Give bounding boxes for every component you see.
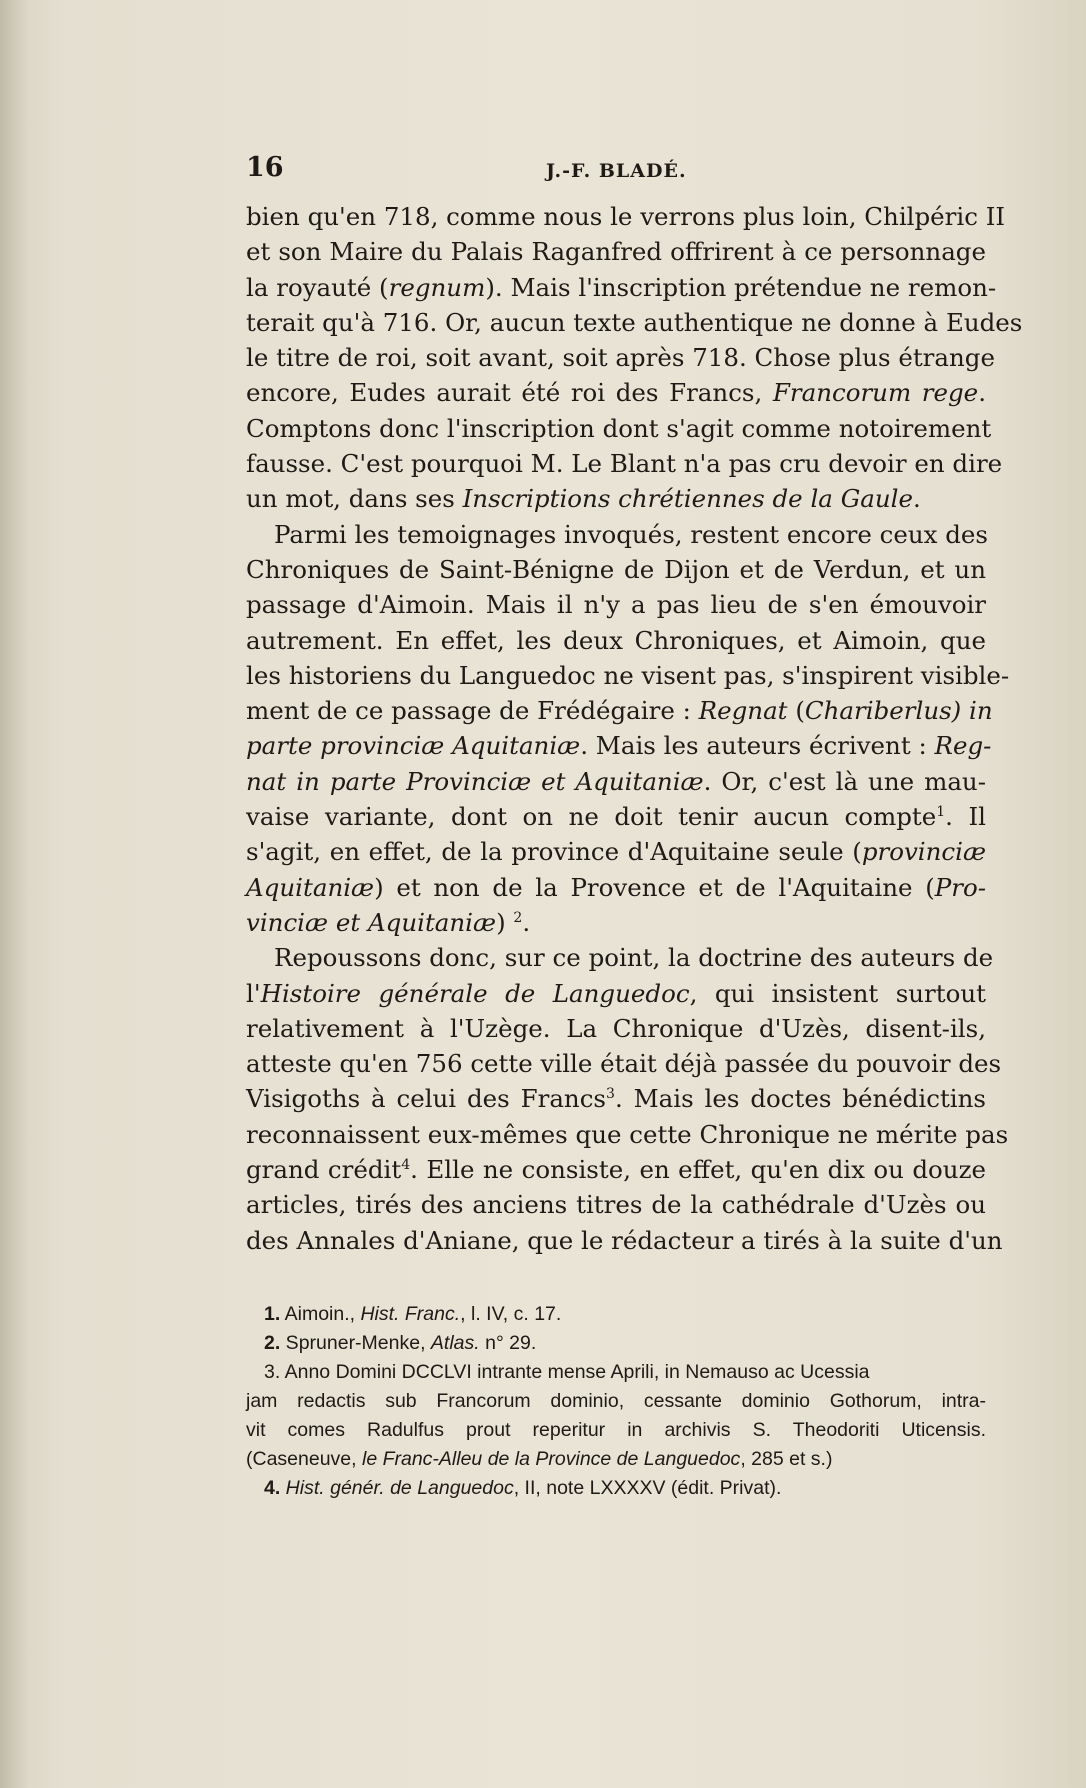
footnote-3-line: (Caseneuve, le Franc-Alleu de la Province de Languedoc, 285 et s.)	[246, 1448, 833, 1470]
text-line: terait qu'à 716. Or, aucun texte authentique ne donne à Eudes	[246, 307, 1023, 337]
footnotes	[246, 1300, 986, 1503]
text-line: Chroniques de Saint-Bénigne de Dijon et de Verdun, et un	[246, 554, 986, 584]
text-line: la royauté (regnum). Mais l'inscription prétendue ne remon-	[246, 272, 997, 302]
text-line: encore, Eudes aurait été roi des Francs, Francorum rege.	[246, 378, 986, 408]
text-line: Repoussons donc, sur ce point, la doctrine des auteurs de	[274, 943, 994, 973]
text-line: bien qu'en 718, comme nous le verrons plus loin, Chilpéric II	[246, 202, 1006, 231]
text-line: ment de ce passage de Frédégaire : Regnat (Chariberlus) in	[246, 696, 993, 726]
footnote-1: 1. Aimoin., Hist. Franc., l. IV, c. 17.	[264, 1303, 562, 1325]
page-gutter-shadow	[0, 0, 28, 1788]
text-line: parte provinciæ Aquitaniæ. Mais les auteurs écrivent : Reg-	[246, 731, 992, 761]
footnote-ref: 4	[401, 1156, 411, 1173]
text-line: fausse. C'est pourquoi M. Le Blant n'a pas cru devoir en dire	[246, 449, 1003, 479]
text-line: un mot, dans ses Inscriptions chrétiennes de la Gaule.	[246, 484, 921, 514]
text-line: le titre de roi, soit avant, soit après 718. Chose plus étrange	[246, 343, 995, 373]
footnote-2: 2. Spruner-Menke, Atlas. n° 29.	[264, 1332, 537, 1354]
footnote-3-line: 3. Anno Domini DCCLVI intrante mense Aprili, in Nemauso ac Ucessia	[264, 1361, 870, 1383]
footnote-3-line: jam redactis sub Francorum dominio, cessante dominio Gothorum, intra-	[246, 1390, 986, 1412]
text-line: et son Maire du Palais Raganfred offrirent à ce personnage	[246, 237, 986, 267]
page-header	[246, 152, 986, 188]
text-line: autrement. En effet, les deux Chroniques, et Aimoin, que	[246, 625, 986, 655]
text-line: nat in parte Provinciæ et Aquitaniæ. Or, c'est là une mau-	[246, 766, 986, 796]
footnote-ref: 1	[936, 803, 946, 820]
text-line: atteste qu'en 756 cette ville était déjà passée du pouvoir des	[246, 1049, 1002, 1079]
text-line: vaise variante, dont on ne doit tenir aucun compte$^1$. Il	[246, 802, 986, 832]
text-line: Parmi les temoignages invoqués, restent encore ceux des	[274, 519, 988, 549]
text-line: Comptons donc l'inscription dont s'agit comme notoirement	[246, 413, 992, 443]
text-line: articles, tirés des anciens titres de la cathédrale d'Uzès ou	[246, 1190, 986, 1220]
text-line: relativement à l'Uzège. La Chronique d'Uzès, disent-ils,	[246, 1013, 986, 1043]
body-text	[246, 199, 1023, 1258]
text-line: grand crédit$^4$. Elle ne consiste, en effet, qu'en dix ou douze	[246, 1155, 986, 1185]
footnote-4: 4. Hist. génér. de Languedoc, II, note LXXXXV (édit. Privat).	[264, 1477, 782, 1499]
text-line: des Annales d'Aniane, que le rédacteur a tirés à la suite d'un	[246, 1225, 1003, 1255]
text-line: Aquitaniæ) et non de la Provence et de l'Aquitaine (Pro-	[246, 872, 986, 902]
page-number: 16	[246, 152, 284, 183]
footnote-ref: 3	[606, 1086, 615, 1103]
running-head: J.-F. BLADÉ.	[546, 160, 687, 182]
footnote-ref: 2	[513, 909, 523, 926]
text-line: vinciæ et Aquitaniæ) $^2$.	[246, 907, 531, 937]
text-line: l'Histoire générale de Languedoc, qui insistent surtout	[246, 978, 986, 1008]
text-line: les historiens du Languedoc ne visent pas, s'inspirent visible-	[246, 660, 1010, 690]
footnote-3-line: vit comes Radulfus prout reperitur in archivis S. Theodoriti Uticensis.	[246, 1419, 986, 1441]
text-line: Visigoths à celui des Francs$^3$. Mais les doctes bénédictins	[246, 1084, 986, 1114]
text-line: reconnaissent eux-mêmes que cette Chronique ne mérite pas	[246, 1119, 1009, 1149]
text-line: passage d'Aimoin. Mais il n'y a pas lieu de s'en émouvoir	[246, 590, 986, 620]
text-line: s'agit, en effet, de la province d'Aquitaine seule (provinciæ	[246, 837, 986, 867]
